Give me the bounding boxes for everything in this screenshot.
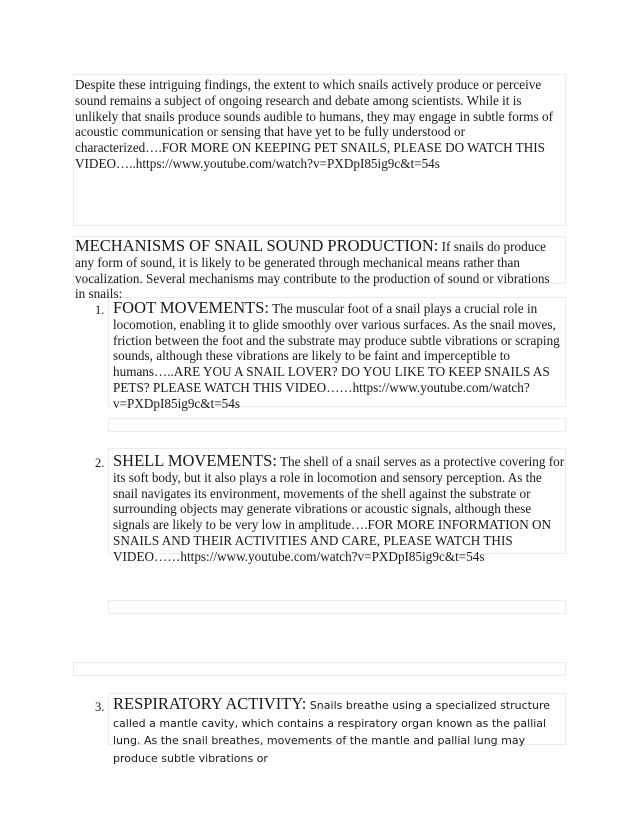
item-3-number: 3.	[95, 700, 105, 714]
item-2-heading: SHELL MOVEMENTS:	[113, 451, 277, 470]
mechanisms-body: If snails do produce any form of sound, it is likely to be generated through mechanical means rather than vocalization. Several mechanisms may contribute to the production of sound or vibrations in snails:	[75, 239, 550, 302]
item-2-paragraph	[113, 453, 565, 565]
item-1-paragraph	[113, 300, 561, 412]
item-3-body: Snails breathe using a specialized structure called a mantle cavity, which contains a respiratory organ known as the pallial lung. As the snail breathes, movements of the mantle and pallial lung may produce subtle vibrations or	[113, 699, 550, 765]
spacer-box-3	[73, 662, 566, 676]
item-3-heading: RESPIRATORY ACTIVITY:	[113, 694, 307, 713]
item-1-heading: FOOT MOVEMENTS:	[113, 298, 270, 317]
item-1-number: 1.	[95, 303, 105, 317]
item-1-body: The muscular foot of a snail plays a crucial role in locomotion, enabling it to glide smoothly over various surfaces. As the snail moves, friction between the foot and the substrate may produce subtle vibrations or scraping sounds, although these vibrations are likely to be faint and imperceptible to humans…..ARE YOU A SNAIL LOVER? DO YOU LIKE TO KEEP SNAILS AS PETS? PLEASE WATCH THIS VIDEO……https://www.youtube.com/watch?v=PXDpI85ig9c&t=54s	[113, 301, 560, 411]
item-2-body: The shell of a snail serves as a protective covering for its soft body, but it also plays a role in locomotion and sensory perception. As the snail navigates its environment, movements of the shell against the substrate or surrounding objects may generate vibrations or acoustic signals, although these signals are likely to be very low in amplitude….FOR MORE INFORMATION ON SNAILS AND THEIR ACTIVITIES AND CARE, PLEASE WATCH THIS VIDEO……https://www.youtube.com/watch?v=PXDpI85ig9c&t=54s	[113, 454, 565, 564]
spacer-box-1	[108, 418, 566, 432]
intro-paragraph: Despite these intriguing findings, the extent to which snails actively produce or perceive sound remains a subject of ongoing research and debate among scientists. While it is unlikely that snails produce sounds audible to humans, they may engage in subtle forms of acoustic communication or sensing that have yet to be fully understood or characterized….FOR MORE ON KEEPING PET SNAILS, PLEASE DO WATCH THIS VIDEO…..https://www.youtube.com/watch?v=PXDpI85ig9c&t=54s	[75, 77, 553, 171]
mechanisms-heading: MECHANISMS OF SNAIL SOUND PRODUCTION:	[75, 236, 439, 255]
item-3-paragraph	[113, 695, 563, 767]
spacer-box-2	[108, 600, 566, 614]
mechanisms-paragraph	[75, 238, 561, 302]
item-2-number: 2.	[95, 456, 105, 470]
